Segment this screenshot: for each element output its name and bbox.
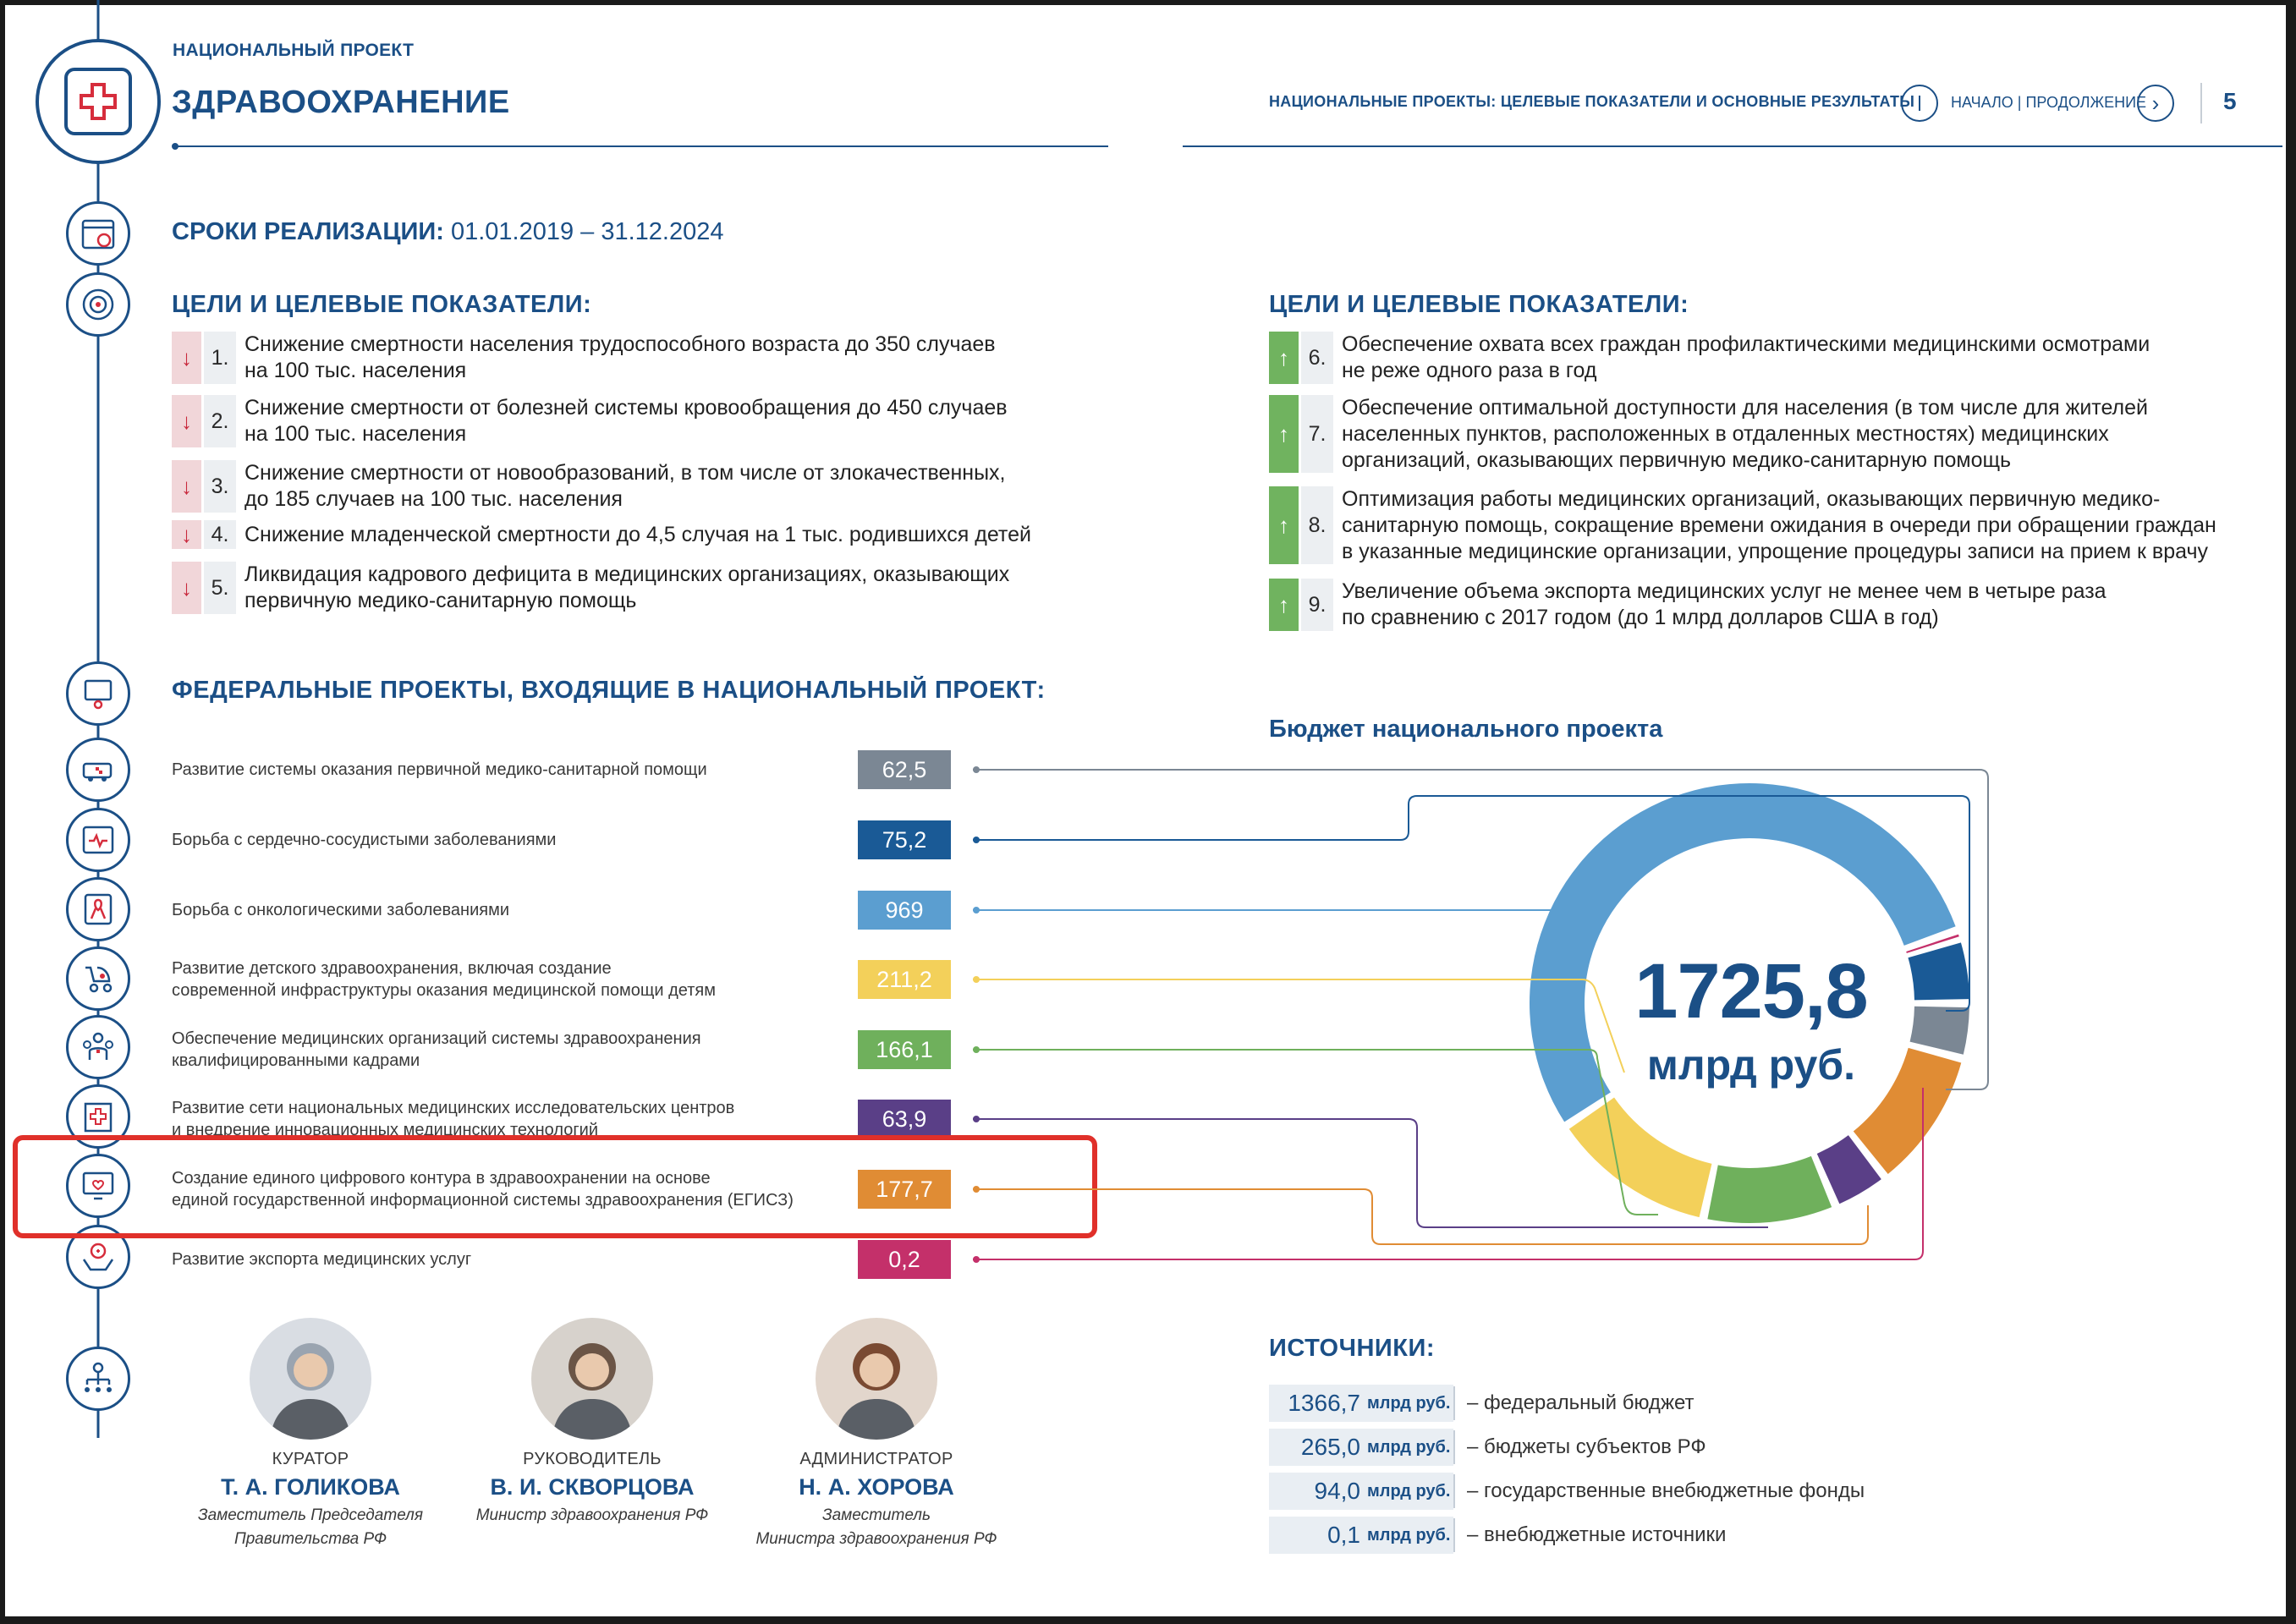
connector-dot [973, 976, 980, 983]
federal-project-line: Борьба с онкологическими заболеваниями [172, 901, 509, 919]
sources-title: ИСТОЧНИКИ: [1269, 1335, 1435, 1362]
source-divider [1453, 1518, 1455, 1552]
donut-slice [1707, 1156, 1832, 1223]
timeline-label: СРОКИ РЕАЛИЗАЦИИ: [172, 218, 444, 245]
person-name: В. И. СКВОРЦОВА [490, 1474, 695, 1500]
person-silhouette-icon [816, 1318, 937, 1440]
project-label: НАЦИОНАЛЬНЫЙ ПРОЕКТ [173, 41, 415, 60]
person-role: КУРАТОР [272, 1450, 349, 1468]
source-value: 0,1 [1327, 1522, 1360, 1548]
arrow-down-icon: ↓ [172, 562, 201, 614]
federal-project-line: Обеспечение медицинских организаций системы здравоохранения [172, 1029, 701, 1048]
goal-text-line: Снижение младенческой смертности до 4,5 случая на 1 тыс. родившихся детей [244, 522, 1031, 546]
source-unit: млрд руб. [1367, 1393, 1451, 1413]
federal-project-line: Развитие системы оказания первичной медико-санитарной помощи [172, 760, 707, 779]
person-info [167, 1450, 454, 1551]
source-unit: млрд руб. [1367, 1525, 1451, 1544]
person-silhouette-icon [531, 1318, 653, 1440]
source-description: – бюджеты субъектов РФ [1467, 1435, 1706, 1458]
source-value: 1366,7 [1288, 1390, 1360, 1416]
person-info [448, 1450, 736, 1528]
federal-project-line: Создание единого цифрового контура в здравоохранении на основе [172, 1169, 711, 1188]
project-name: ЗДРАВООХРАНЕНИЕ [172, 85, 510, 120]
goal-text-line: населенных пунктов, расположенных в отдаленных местностях) медицинских [1342, 421, 2109, 446]
connector-dot [973, 907, 980, 914]
page-number: 5 [2223, 88, 2237, 114]
donut-slice [1569, 1098, 1712, 1218]
person-position: Заместитель Председателя [198, 1506, 423, 1524]
goal-text-line: не реже одного раза в год [1342, 359, 1597, 382]
goal-text-line: Обеспечение охвата всех граждан профилактическими медицинскими осмотрами [1342, 332, 2150, 356]
source-unit: млрд руб. [1367, 1437, 1451, 1457]
arrow-up-icon: ↑ [1269, 579, 1299, 631]
chevron-right-icon: › [2151, 91, 2160, 116]
federal-project-value: 62,5 [858, 750, 951, 789]
arrow-down-icon: ↓ [172, 332, 201, 384]
goal-text-line: Ликвидация кадрового дефицита в медицинских организациях, оказывающих [244, 562, 1010, 586]
federal-project-line: современной инфраструктуры оказания медицинской помощи детям [172, 981, 716, 1000]
arrow-up-icon: ↑ [1269, 395, 1299, 473]
connector-dot [973, 1116, 980, 1122]
goal-text-line: санитарную помощь, сокращение времени ожидания в очереди при обращении граждан [1342, 513, 2216, 537]
budget-total: 1725,8 [1634, 948, 1868, 1034]
person-photo [531, 1318, 653, 1440]
connector-dot [973, 766, 980, 773]
arrow-down-icon: ↓ [172, 460, 201, 513]
goal-number: 1. [204, 332, 236, 384]
federal-project-value: 969 [858, 891, 951, 930]
federal-project-value: 211,2 [858, 960, 951, 999]
goal-text-line: на 100 тыс. населения [244, 359, 467, 382]
goal-number: 2. [204, 395, 236, 447]
arrow-up-icon: ↑ [1269, 332, 1299, 384]
person-position: Министра здравоохранения РФ [755, 1530, 997, 1548]
goal-text-line: до 185 случаев на 100 тыс. населения [244, 487, 623, 511]
federal-project-line: Борьба с сердечно-сосудистыми заболеваниями [172, 831, 557, 849]
budget-title: Бюджет национального проекта [1269, 716, 1663, 743]
goal-number: 4. [204, 520, 236, 549]
source-description: – государственные внебюджетные фонды [1467, 1479, 1865, 1502]
arrow-up-icon: ↑ [1269, 486, 1299, 564]
source-value: 94,0 [1314, 1478, 1360, 1504]
source-value-box [1269, 1473, 1453, 1510]
person-role: РУКОВОДИТЕЛЬ [523, 1450, 662, 1468]
federal-project-value: 177,7 [858, 1170, 951, 1209]
connector-dot [973, 1256, 980, 1263]
person-photo [816, 1318, 937, 1440]
goal-text-line: Увеличение объема экспорта медицинских услуг не менее чем в четыре раза [1342, 579, 2106, 603]
federal-project-line: единой государственной информационной системы здравоохранения (ЕГИСЗ) [172, 1191, 794, 1210]
goal-number: 8. [1301, 486, 1333, 564]
goals-left-title: ЦЕЛИ И ЦЕЛЕВЫЕ ПОКАЗАТЕЛИ: [172, 291, 592, 318]
person-position: Заместитель [822, 1506, 931, 1524]
source-row [1269, 1429, 1706, 1466]
goal-text-line: Снижение смертности населения трудоспособного возраста до 350 случаев [244, 332, 996, 356]
source-value-box [1269, 1385, 1453, 1422]
federal-project-value: 0,2 [858, 1240, 951, 1279]
goal-text-line: Обеспечение оптимальной доступности для населения (в том числе для жителей [1342, 395, 2148, 420]
source-divider [1453, 1430, 1455, 1464]
goal-text-line: Оптимизация работы медицинских организаций, оказывающих первичную медико- [1342, 486, 2161, 511]
federal-project-value: 75,2 [858, 820, 951, 859]
source-value-box [1269, 1517, 1453, 1554]
person-info [733, 1450, 1020, 1551]
goal-text-line: по сравнению с 2017 годом (до 1 млрд долларов США в год) [1342, 606, 1939, 629]
federal-projects-title: ФЕДЕРАЛЬНЫЕ ПРОЕКТЫ, ВХОДЯЩИЕ В НАЦИОНАЛЬНЫЙ ПРОЕКТ: [172, 677, 1046, 704]
source-divider [1453, 1474, 1455, 1508]
goal-text-line: Снижение смертности от новообразований, в том числе от злокачественных, [244, 461, 1006, 485]
goal-number: 5. [204, 562, 236, 614]
person-silhouette-icon [250, 1318, 371, 1440]
person-position: Министр здравоохранения РФ [475, 1506, 709, 1524]
source-row [1269, 1385, 1695, 1422]
goal-number: 3. [204, 460, 236, 513]
federal-project-line: Развитие детского здравоохранения, включая создание [172, 959, 612, 978]
federal-project-line: квалифицированными кадрами [172, 1051, 420, 1070]
connector-dot [973, 1186, 980, 1193]
person-name: Т. А. ГОЛИКОВА [221, 1474, 400, 1500]
goal-number: 6. [1301, 332, 1333, 384]
federal-project-value: 166,1 [858, 1030, 951, 1069]
goal-text-line: первичную медико-санитарную помощь [244, 589, 637, 612]
source-value-box [1269, 1429, 1453, 1466]
section-title: НАЦИОНАЛЬНЫЕ ПРОЕКТЫ: ЦЕЛЕВЫЕ ПОКАЗАТЕЛИ И ОСНОВНЫЕ РЕЗУЛЬТАТЫ [1269, 93, 1915, 110]
goal-text-line: в указанные медицинские организации, упрощение процедуры записи на прием к врачу [1342, 539, 2208, 563]
connector-dot [973, 837, 980, 843]
person-name: Н. А. ХОРОВА [799, 1474, 954, 1500]
source-description: – федеральный бюджет [1467, 1391, 1695, 1414]
budget-unit: млрд руб. [1646, 1041, 1856, 1089]
source-unit: млрд руб. [1367, 1481, 1451, 1501]
nav-label: НАЧАЛО | ПРОДОЛЖЕНИЕ [1951, 94, 2147, 111]
federal-project-value: 63,9 [858, 1100, 951, 1138]
goal-text-line: Снижение смертности от болезней системы кровообращения до 450 случаев [244, 396, 1008, 420]
arrow-down-icon: ↓ [172, 520, 201, 549]
source-row [1269, 1473, 1865, 1510]
goal-text-line: организаций, оказывающих первичную медико-санитарную помощь [1342, 447, 2012, 472]
goals-right-title: ЦЕЛИ И ЦЕЛЕВЫЕ ПОКАЗАТЕЛИ: [1269, 291, 1689, 318]
person-position: Правительства РФ [233, 1530, 387, 1548]
timeline-dates: 01.01.2019 – 31.12.2024 [450, 218, 724, 245]
person-role: АДМИНИСТРАТОР [799, 1450, 953, 1468]
source-row [1269, 1517, 1726, 1554]
source-divider [1453, 1386, 1455, 1420]
goal-text-line: на 100 тыс. населения [244, 422, 467, 446]
federal-project-line: и внедрение инновационных медицинских технологий [172, 1121, 599, 1139]
source-description: – внебюджетные источники [1467, 1523, 1727, 1546]
source-value: 265,0 [1300, 1434, 1360, 1460]
federal-project-line: Развитие сети национальных медицинских исследовательских центров [172, 1099, 735, 1117]
person-photo [250, 1318, 371, 1440]
goal-number: 9. [1301, 579, 1333, 631]
federal-project-line: Развитие экспорта медицинских услуг [172, 1250, 472, 1269]
connector-dot [973, 1046, 980, 1053]
arrow-down-icon: ↓ [172, 395, 201, 447]
goal-number: 7. [1301, 395, 1333, 473]
